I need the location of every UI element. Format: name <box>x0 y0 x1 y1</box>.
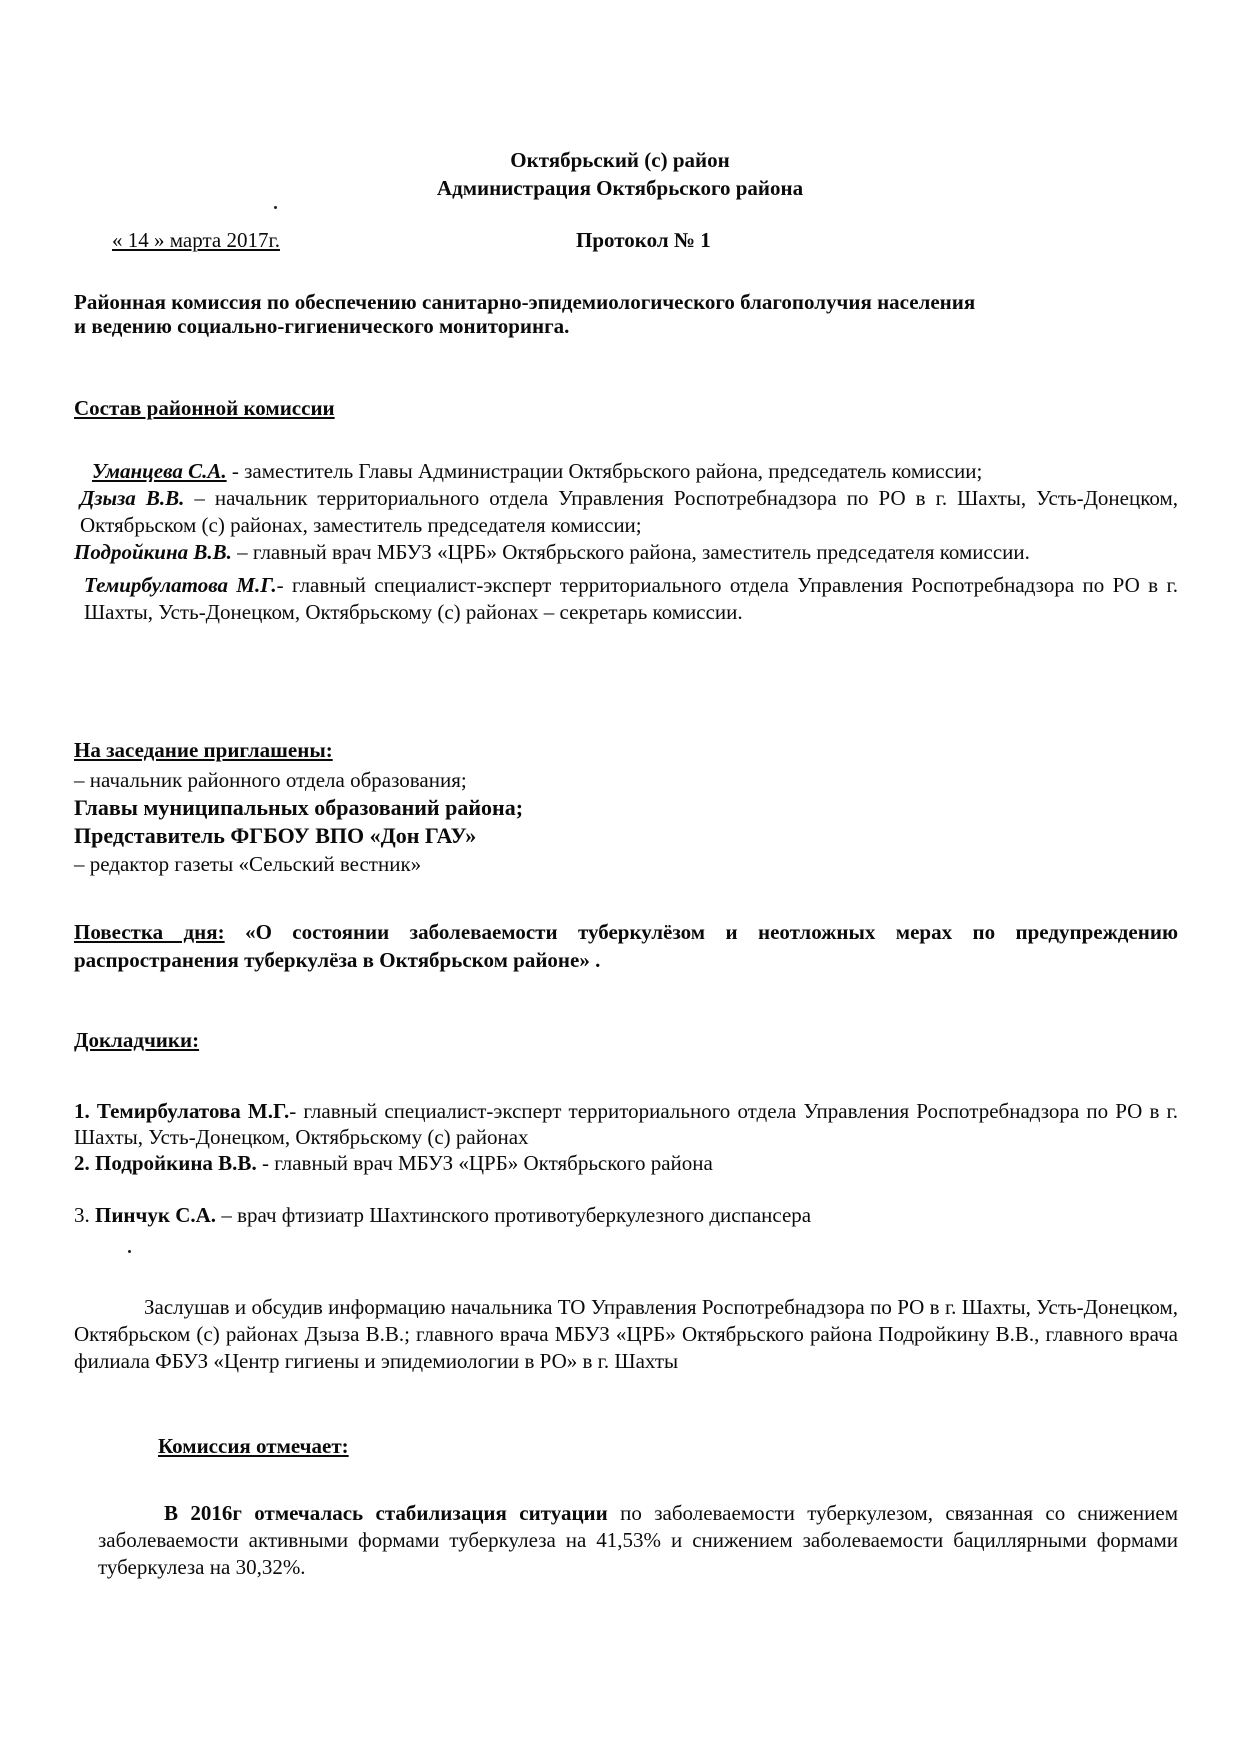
speakers-list <box>74 1098 1178 1228</box>
commission-title-line1: Районная комиссия по обеспечению санитарно-эпидемиологического благополучия населения <box>74 290 976 314</box>
member-name: Темирбулатова М.Г. <box>84 573 277 597</box>
speaker-name: Подройкина В.В. <box>95 1151 257 1175</box>
commission-title <box>74 290 1194 338</box>
notes-text: по заболеваемости туберкулезом, связанная со снижением заболеваемости активными формами туберкулеза на 41,53% и снижением заболеваемости бациллярными формами туберкулеза на 30,32%. <box>98 1501 1178 1579</box>
member-name: Подройкина В.В. <box>74 540 232 564</box>
invited-heading: На заседание приглашены: <box>74 738 333 762</box>
speaker-item <box>74 1202 1178 1228</box>
member-item <box>74 485 1178 539</box>
district-title: Октябрьский (с) район <box>510 148 730 172</box>
speaker-role: – врач фтизиатр Шахтинского противотуберкулезного диспансера <box>216 1203 812 1227</box>
invited-item: Представитель ФГБОУ ВПО «Дон ГАУ» <box>74 823 477 848</box>
invited-item: – редактор газеты «Сельский вестник» <box>74 852 422 876</box>
member-role: – начальник территориального отдела Управления Роспотребнадзора по РО в г. Шахты, Усть-Донецком, Октябрьском (с) районах, заместитель председателя комиссии; <box>80 486 1178 537</box>
agenda <box>74 918 1178 974</box>
invited-item: – начальник районного отдела образования; <box>74 768 467 792</box>
commission-title-line2: и ведению социально-гигиенического мониторинга. <box>74 314 570 338</box>
member-role: - главный специалист-эксперт территориального отдела Управления Роспотребнадзора по РО в г. Шахты, Усть-Донецком, Октябрьскому (с) районах – секретарь комиссии. <box>84 573 1178 624</box>
invited-list <box>74 766 1174 878</box>
member-item <box>74 539 1178 566</box>
administration-title: Администрация Октябрьского района <box>436 176 804 200</box>
heard-paragraph: Заслушав и обсудив информацию начальника ТО Управления Роспотребнадзора по РО в г. Шахты, Усть-Донецком, Октябрьском (с) районах Дзыза В.В.; главного врача МБУЗ «ЦРБ» Октябрьского района Подройкину В.В., главного врача филиала ФБУЗ «Центр гигиены и эпидемиологии в РО» в г. Шахты <box>74 1295 1178 1373</box>
speaker-number: 1. <box>74 1099 90 1123</box>
speaker-item <box>74 1098 1178 1150</box>
speaker-name: Темирбулатова М.Г. <box>96 1099 290 1123</box>
invited-item: Главы муниципальных образований района; <box>74 795 524 820</box>
speaker-number: 2. <box>74 1151 90 1175</box>
scan-speck <box>128 1250 131 1253</box>
members-list <box>74 458 1178 626</box>
notes-heading: Комиссия отмечает: <box>158 1434 349 1458</box>
speaker-role: - главный специалист-эксперт территориального отдела Управления Роспотребнадзора по РО в г. Шахты, Усть-Донецком, Октябрьскому (с) районах <box>74 1099 1178 1149</box>
member-role: – главный врач МБУЗ «ЦРБ» Октябрьского района, заместитель председателя комиссии. <box>231 540 1030 564</box>
speaker-role: - главный врач МБУЗ «ЦРБ» Октябрьского района <box>256 1151 713 1175</box>
speakers-heading: Докладчики: <box>74 1028 200 1052</box>
member-role: - заместитель Главы Администрации Октябрьского района, председатель комиссии; <box>226 459 983 483</box>
scan-speck <box>274 206 277 209</box>
agenda-text: «О состоянии заболеваемости туберкулёзом и неотложных мерах по предупреждению распространения туберкулёза в Октябрьском районе» . <box>74 920 1178 972</box>
notes-paragraph <box>98 1500 1178 1581</box>
protocol-number: Протокол № 1 <box>576 228 711 252</box>
notes-lead: В 2016г отмечалась стабилизация ситуации <box>164 1501 608 1525</box>
member-item <box>74 572 1178 626</box>
speaker-number: 3. <box>74 1203 90 1227</box>
agenda-label: Повестка дня: <box>74 920 225 944</box>
protocol-date: « 14 » марта 2017г. <box>112 228 280 252</box>
member-item <box>74 458 1178 485</box>
members-heading: Состав районной комиссии <box>74 396 335 420</box>
member-name: Дзыза В.В. <box>80 486 185 510</box>
speaker-item <box>74 1150 1178 1176</box>
speaker-name: Пинчук С.А. <box>95 1203 217 1227</box>
member-name: Уманцева С.А. <box>92 459 227 483</box>
